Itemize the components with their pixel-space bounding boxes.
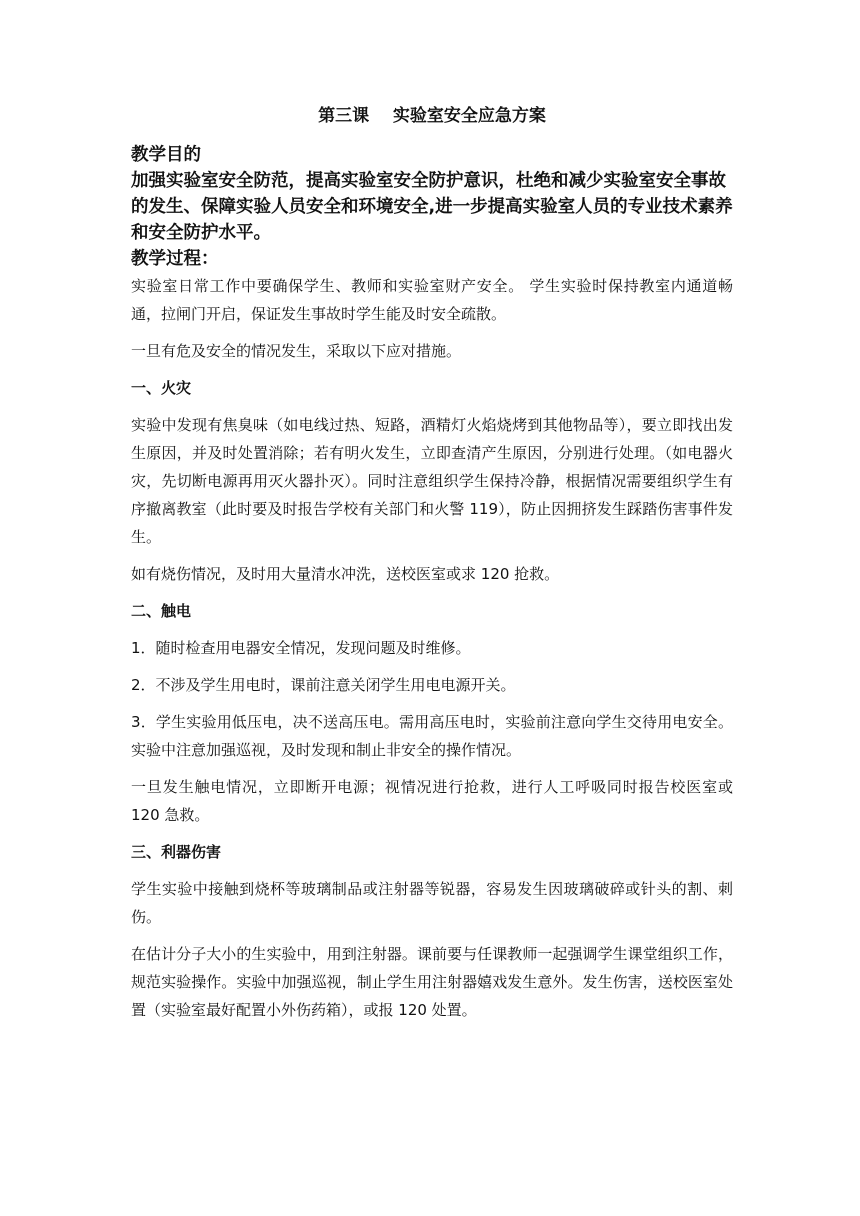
fire-paragraph-2: 如有烧伤情况，及时用大量清水冲洗，送校医室或求 120 抢救。 (131, 565, 560, 583)
objective-heading: 教学目的 (131, 145, 201, 165)
section-fire-heading: 一、火灾 (131, 379, 192, 397)
document-title: 第三课 实验室安全应急方案 (318, 106, 546, 126)
section-shock-heading: 二、触电 (131, 602, 192, 620)
sharp-paragraph-2: 在估计分子大小的生实验中，用到注射器。课前要与任课教师一起强调学生课堂组织工作，规范实验操作。实验中加强巡视，制止学生用注射器嬉戏发生意外。发生伤害，送校医室处置（实验室最好配置小外伤药箱），或报 120 处置。 (131, 945, 733, 1019)
shock-item-3: 3．学生实验用低压电，决不送高压电。需用高压电时，实验前注意向学生交待用电安全。实验中注意加强巡视，及时发现和制止非安全的操作情况。 (131, 713, 733, 759)
intro-paragraph-1: 实验室日常工作中要确保学生、教师和实验室财产安全。 学生实验时保持教室内通道畅通，拉闸门开启，保证发生事故时学生能及时安全疏散。 (131, 277, 733, 323)
objective-text: 加强实验室安全防范，提高实验室安全防护意识，杜绝和减少实验室安全事故的发生、保障实验人员安全和环境安全,进一步提高实验室人员的专业技术素养和安全防护水平。 (131, 171, 733, 243)
shock-paragraph: 一旦发生触电情况，立即断开电源；视情况进行抢救，进行人工呼吸同时报告校医室或 120 急救。 (131, 778, 733, 824)
fire-paragraph-1: 实验中发现有焦臭味（如电线过热、短路，酒精灯火焰烧烤到其他物品等），要立即找出发生原因，并及时处置消除；若有明火发生，立即查清产生原因，分别进行处理。（如电器火灾，先切断电源再用灭火器扑灭）。同时注意组织学生保持冷静，根据情况需要组织学生有序撤离教室（此时要及时报告学校有关部门和火警 119），防止因拥挤发生踩踏伤害事件发生。 (131, 416, 733, 546)
process-heading: 教学过程： (131, 249, 219, 269)
shock-item-1: 1．随时检查用电器安全情况，发现问题及时维修。 (131, 639, 471, 657)
intro-paragraph-2: 一旦有危及安全的情况发生，采取以下应对措施。 (131, 342, 462, 360)
sharp-paragraph-1: 学生实验中接触到烧杯等玻璃制品或注射器等锐器，容易发生因玻璃破碎或针头的割、刺伤。 (131, 880, 733, 926)
shock-item-2: 2．不涉及学生用电时，课前注意关闭学生用电电源开关。 (131, 676, 516, 694)
section-sharp-heading: 三、利器伤害 (131, 843, 222, 861)
document-page (131, 98, 733, 1024)
